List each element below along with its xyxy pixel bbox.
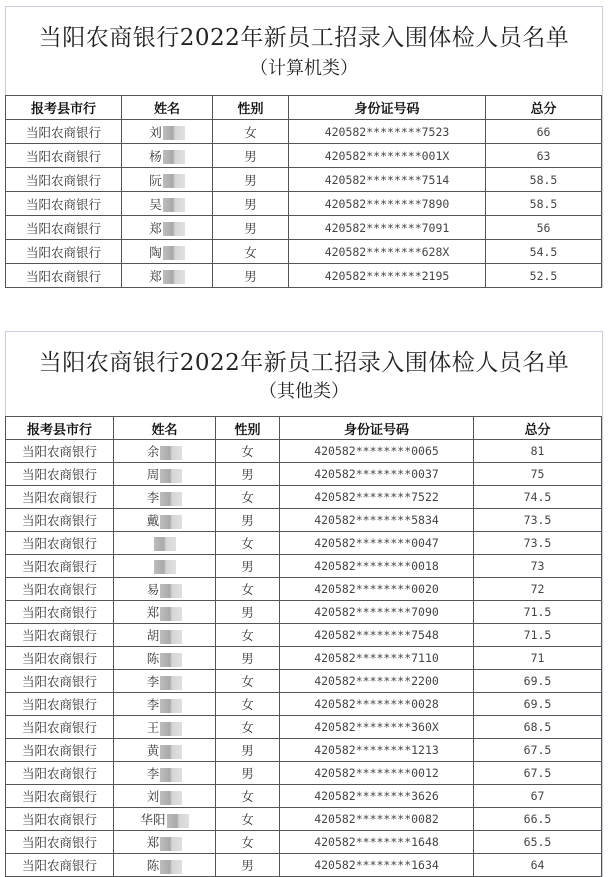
redaction-blur — [160, 837, 182, 851]
cell-name — [122, 240, 213, 264]
cell-name — [122, 168, 213, 192]
name-text: 刘 — [149, 124, 162, 140]
name-text: 余 — [146, 444, 160, 459]
table-row — [6, 555, 602, 578]
redaction-blur — [160, 653, 182, 667]
table-row — [6, 463, 602, 486]
cell-id-number: 420582********7522 — [280, 486, 474, 509]
cell-id-number: 420582********0028 — [280, 693, 474, 716]
sheet-title: 当阳农商银行2022年新员工招录入围体检人员名单 — [38, 25, 570, 51]
table-row — [6, 854, 602, 877]
cell-gender: 女 — [213, 120, 289, 144]
name-text: 杨 — [149, 148, 162, 164]
cell-id-number: 420582********1634 — [280, 854, 474, 877]
cell-name — [114, 463, 216, 486]
cell-name — [114, 440, 216, 463]
cell-name — [114, 486, 216, 509]
cell-gender: 男 — [213, 264, 289, 288]
cell-gender: 女 — [216, 808, 280, 831]
redaction-blur — [163, 150, 185, 164]
cell-gender: 女 — [213, 240, 289, 264]
cell-id-number: 420582********0012 — [280, 762, 474, 785]
cell-name — [114, 509, 216, 532]
table-row — [6, 192, 602, 216]
cell-total-score: 74.5 — [474, 486, 602, 509]
redaction-blur — [167, 814, 189, 828]
cell-total-score: 68.5 — [474, 716, 602, 739]
cell-id-number: 420582********7523 — [289, 120, 486, 144]
cell-gender: 男 — [216, 854, 280, 877]
cell-gender: 女 — [216, 716, 280, 739]
cell-total-score: 66 — [486, 120, 602, 144]
redaction-blur — [160, 676, 182, 690]
table-row — [6, 693, 602, 716]
cell-name — [114, 670, 216, 693]
cell-total-score: 63 — [486, 144, 602, 168]
cell-gender: 女 — [216, 532, 280, 555]
cell-total-score: 71.5 — [474, 624, 602, 647]
redaction-blur — [160, 699, 182, 713]
name-text: 郑 — [149, 268, 162, 284]
cell-total-score: 64 — [474, 854, 602, 877]
cell-gender: 女 — [216, 785, 280, 808]
name-text: 李 — [146, 490, 160, 505]
cell-id-number: 420582********7090 — [280, 601, 474, 624]
cell-total-score: 66.5 — [474, 808, 602, 831]
cell-branch: 当阳农商银行 — [6, 264, 122, 288]
table-header-row — [6, 417, 602, 440]
table-row — [6, 240, 602, 264]
cell-branch: 当阳农商银行 — [6, 601, 114, 624]
cell-gender: 女 — [216, 624, 280, 647]
cell-id-number: 420582********0037 — [280, 463, 474, 486]
table-row — [6, 647, 602, 670]
cell-branch: 当阳农商银行 — [6, 647, 114, 670]
name-text: 华阳 — [140, 812, 166, 827]
cell-name — [122, 144, 213, 168]
cell-gender: 女 — [216, 670, 280, 693]
name-text: 阮 — [149, 172, 162, 188]
computer-category-sheet — [5, 6, 603, 288]
cell-id-number: 420582********2195 — [289, 264, 486, 288]
cell-gender: 女 — [216, 831, 280, 854]
redaction-blur — [160, 607, 182, 621]
cell-branch: 当阳农商银行 — [6, 120, 122, 144]
redaction-blur — [160, 492, 182, 506]
cell-branch: 当阳农商银行 — [6, 168, 122, 192]
cell-gender: 男 — [216, 601, 280, 624]
cell-branch: 当阳农商银行 — [6, 624, 114, 647]
cell-branch: 当阳农商银行 — [6, 762, 114, 785]
cell-name — [114, 601, 216, 624]
cell-total-score: 73.5 — [474, 509, 602, 532]
table-row — [6, 264, 602, 288]
name-text: 陈 — [146, 858, 160, 873]
cell-name — [114, 739, 216, 762]
cell-branch: 当阳农商银行 — [6, 854, 114, 877]
cell-name — [114, 762, 216, 785]
column-header-name: 姓名 — [122, 96, 213, 120]
name-text: 易 — [146, 582, 160, 597]
cell-total-score: 75 — [474, 463, 602, 486]
cell-total-score: 73 — [474, 555, 602, 578]
column-header-id-number: 身份证号码 — [289, 96, 486, 120]
name-text: 戴 — [146, 513, 160, 528]
cell-name — [114, 854, 216, 877]
table-row — [6, 486, 602, 509]
cell-branch: 当阳农商银行 — [6, 808, 114, 831]
cell-id-number: 420582********7890 — [289, 192, 486, 216]
table-header-row — [6, 96, 602, 120]
cell-total-score: 56 — [486, 216, 602, 240]
table-row — [6, 509, 602, 532]
cell-id-number: 420582********001X — [289, 144, 486, 168]
table-row — [6, 532, 602, 555]
sheet-title-box — [6, 7, 602, 95]
table-row — [6, 601, 602, 624]
cell-branch: 当阳农商银行 — [6, 555, 114, 578]
cell-name — [114, 808, 216, 831]
table-row — [6, 716, 602, 739]
cell-name — [122, 192, 213, 216]
cell-id-number: 420582********5834 — [280, 509, 474, 532]
table-row — [6, 440, 602, 463]
cell-gender: 女 — [216, 578, 280, 601]
redaction-blur — [160, 515, 182, 529]
cell-gender: 女 — [216, 486, 280, 509]
cell-gender: 女 — [216, 693, 280, 716]
sheet-subtitle: （计算机类） — [250, 58, 358, 79]
cell-id-number: 420582********0047 — [280, 532, 474, 555]
cell-id-number: 420582********7091 — [289, 216, 486, 240]
cell-branch: 当阳农商银行 — [6, 578, 114, 601]
table-row — [6, 624, 602, 647]
redaction-blur — [160, 630, 182, 644]
cell-name — [114, 831, 216, 854]
cell-branch: 当阳农商银行 — [6, 192, 122, 216]
table-row — [6, 739, 602, 762]
redaction-blur — [160, 791, 182, 805]
redaction-blur — [163, 174, 185, 188]
cell-gender: 男 — [216, 509, 280, 532]
cell-name — [114, 555, 216, 578]
redaction-blur — [154, 560, 176, 574]
redaction-blur — [163, 126, 185, 140]
cell-gender: 男 — [213, 168, 289, 192]
column-header-total-score: 总分 — [474, 417, 602, 440]
cell-total-score: 72 — [474, 578, 602, 601]
cell-total-score: 65.5 — [474, 831, 602, 854]
name-text: 陈 — [146, 651, 160, 666]
cell-total-score: 54.5 — [486, 240, 602, 264]
table-row — [6, 670, 602, 693]
column-header-name: 姓名 — [114, 417, 216, 440]
column-header-gender: 性别 — [216, 417, 280, 440]
cell-total-score: 71.5 — [474, 601, 602, 624]
cell-total-score: 67 — [474, 785, 602, 808]
cell-id-number: 420582********7110 — [280, 647, 474, 670]
cell-branch: 当阳农商银行 — [6, 216, 122, 240]
name-text: 黄 — [146, 743, 160, 758]
redaction-blur — [163, 222, 185, 236]
cell-gender: 男 — [216, 647, 280, 670]
name-text: 李 — [146, 674, 160, 689]
name-text: 郑 — [146, 605, 160, 620]
cell-branch: 当阳农商银行 — [6, 463, 114, 486]
redaction-blur — [160, 860, 182, 874]
cell-gender: 男 — [216, 555, 280, 578]
table-row — [6, 216, 602, 240]
table-row — [6, 785, 602, 808]
cell-total-score: 73.5 — [474, 532, 602, 555]
cell-total-score: 58.5 — [486, 168, 602, 192]
cell-gender: 男 — [216, 739, 280, 762]
cell-branch: 当阳农商银行 — [6, 240, 122, 264]
redaction-blur — [160, 584, 182, 598]
cell-total-score: 67.5 — [474, 739, 602, 762]
cell-gender: 男 — [213, 192, 289, 216]
cell-name — [114, 716, 216, 739]
cell-id-number: 420582********628X — [289, 240, 486, 264]
cell-gender: 女 — [216, 440, 280, 463]
cell-branch: 当阳农商银行 — [6, 532, 114, 555]
cell-name — [114, 578, 216, 601]
table-row — [6, 808, 602, 831]
cell-branch: 当阳农商银行 — [6, 693, 114, 716]
cell-name — [114, 785, 216, 808]
cell-total-score: 81 — [474, 440, 602, 463]
name-text: 刘 — [146, 789, 160, 804]
table-row — [6, 762, 602, 785]
cell-gender: 男 — [216, 762, 280, 785]
name-text: 郑 — [149, 220, 162, 236]
cell-name — [122, 216, 213, 240]
name-text: 李 — [146, 697, 160, 712]
redaction-blur — [163, 246, 185, 260]
cell-branch: 当阳农商银行 — [6, 486, 114, 509]
column-header-branch: 报考县市行 — [6, 96, 122, 120]
cell-name — [114, 624, 216, 647]
cell-id-number: 420582********360X — [280, 716, 474, 739]
cell-id-number: 420582********1648 — [280, 831, 474, 854]
candidate-table — [5, 95, 602, 288]
cell-branch: 当阳农商银行 — [6, 440, 114, 463]
cell-total-score: 52.5 — [486, 264, 602, 288]
cell-branch: 当阳农商银行 — [6, 785, 114, 808]
sheet-title-box — [6, 332, 602, 416]
name-text: 陶 — [149, 244, 162, 260]
cell-name — [114, 647, 216, 670]
cell-id-number: 420582********7514 — [289, 168, 486, 192]
sheet-title: 当阳农商银行2022年新员工招录入围体检人员名单 — [38, 350, 570, 376]
table-row — [6, 578, 602, 601]
name-text: 王 — [146, 720, 160, 735]
column-header-branch: 报考县市行 — [6, 417, 114, 440]
other-category-sheet — [5, 331, 603, 877]
cell-total-score: 67.5 — [474, 762, 602, 785]
cell-gender: 男 — [213, 216, 289, 240]
table-row — [6, 831, 602, 854]
table-row — [6, 120, 602, 144]
redaction-blur — [163, 270, 185, 284]
table-row — [6, 168, 602, 192]
table-row — [6, 144, 602, 168]
candidate-table — [5, 416, 602, 877]
name-text: 郑 — [146, 835, 160, 850]
cell-name — [114, 693, 216, 716]
sheet-subtitle: （其他类） — [259, 381, 349, 402]
name-text: 吴 — [149, 196, 162, 212]
cell-total-score: 58.5 — [486, 192, 602, 216]
cell-branch: 当阳农商银行 — [6, 144, 122, 168]
redaction-blur — [154, 537, 176, 551]
cell-total-score: 69.5 — [474, 670, 602, 693]
redaction-blur — [160, 469, 182, 483]
cell-id-number: 420582********2200 — [280, 670, 474, 693]
redaction-blur — [160, 745, 182, 759]
cell-id-number: 420582********0082 — [280, 808, 474, 831]
cell-id-number: 420582********0020 — [280, 578, 474, 601]
cell-gender: 男 — [213, 144, 289, 168]
column-header-gender: 性别 — [213, 96, 289, 120]
column-header-id-number: 身份证号码 — [280, 417, 474, 440]
cell-branch: 当阳农商银行 — [6, 509, 114, 532]
cell-name — [122, 264, 213, 288]
cell-id-number: 420582********0065 — [280, 440, 474, 463]
cell-id-number: 420582********1213 — [280, 739, 474, 762]
cell-branch: 当阳农商银行 — [6, 670, 114, 693]
redaction-blur — [163, 198, 185, 212]
cell-branch: 当阳农商银行 — [6, 831, 114, 854]
cell-name — [114, 532, 216, 555]
cell-total-score: 69.5 — [474, 693, 602, 716]
cell-branch: 当阳农商银行 — [6, 739, 114, 762]
name-text: 胡 — [146, 628, 160, 643]
cell-id-number: 420582********7548 — [280, 624, 474, 647]
redaction-blur — [160, 768, 182, 782]
redaction-blur — [160, 446, 182, 460]
cell-total-score: 71 — [474, 647, 602, 670]
column-header-total-score: 总分 — [486, 96, 602, 120]
cell-id-number: 420582********0018 — [280, 555, 474, 578]
name-text: 周 — [146, 467, 160, 482]
cell-id-number: 420582********3626 — [280, 785, 474, 808]
redaction-blur — [160, 722, 182, 736]
cell-name — [122, 120, 213, 144]
cell-gender: 男 — [216, 463, 280, 486]
name-text: 李 — [146, 766, 160, 781]
cell-branch: 当阳农商银行 — [6, 716, 114, 739]
